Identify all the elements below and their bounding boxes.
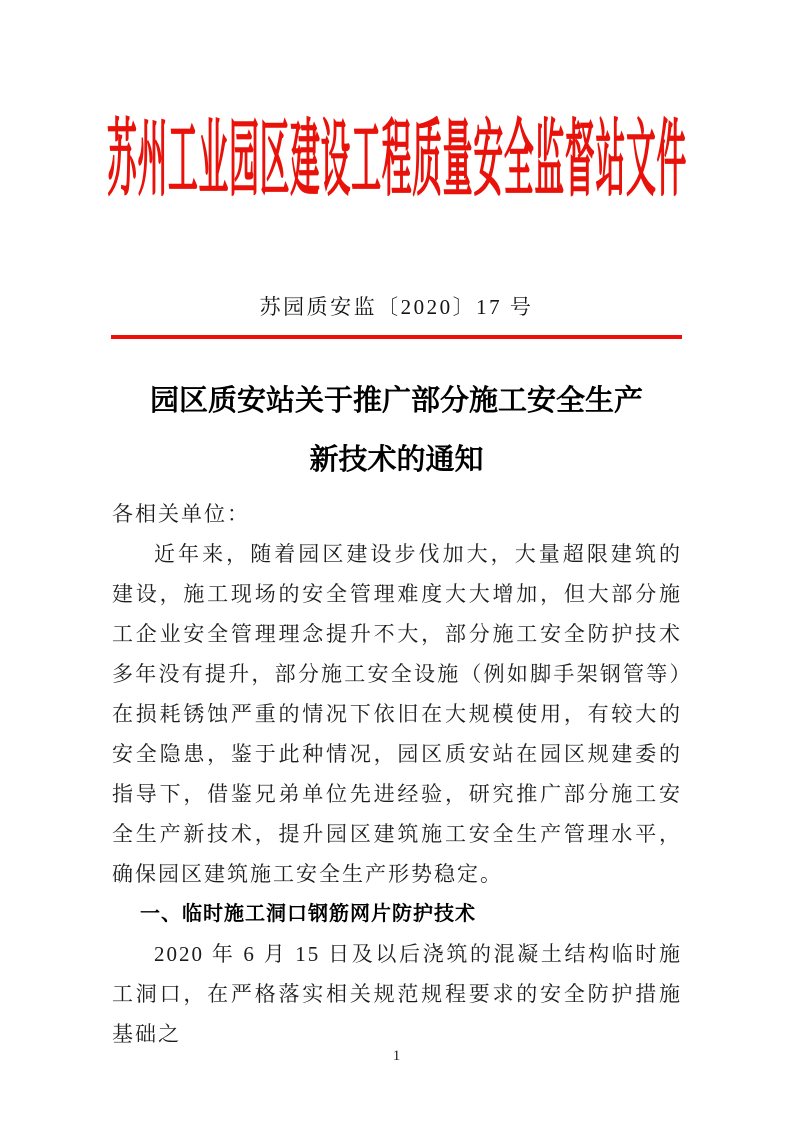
letterhead-org-title: 苏州工业园区建设工程质量安全监督站文件 <box>106 114 687 207</box>
body-paragraph-1: 近年来，随着园区建设步伐加大，大量超限建筑的建设，施工现场的安全管理难度大大增加，但大部分施工企业安全管理理念提升不大，部分施工安全防护技术多年没有提升，部分施工安全设施（例如脚手架钢管等）在损耗锈蚀严重的情况下依旧在大规模使用，有较大的安全隐患，鉴于此种情况，园区质安站在园区规建委的指导下，借鉴兄弟单位先进经验，研究推广部分施工安全生产新技术，提升园区建筑施工安全生产管理水平，确保园区建筑施工安全生产形势稳定。 <box>112 542 682 886</box>
document-title-line2: 新技术的通知 <box>309 444 484 476</box>
document-body <box>112 494 682 1054</box>
body-paragraph-2: 2020 年 6 月 15 日及以后浇筑的混凝土结构临时施工洞口，在严格落实相关规范规程要求的安全防护措施基础之 <box>112 942 682 1046</box>
document-title <box>0 372 793 490</box>
page-number: 1 <box>392 1048 401 1064</box>
letterhead-banner <box>0 116 793 206</box>
document-title-line1: 园区质安站关于推广部分施工安全生产 <box>149 385 643 417</box>
red-separator-rule <box>111 335 682 339</box>
salutation: 各相关单位： <box>112 502 250 526</box>
section-1-heading: 一、临时施工洞口钢筋网片防护技术 <box>140 903 476 925</box>
document-number: 苏园质安监〔2020〕17 号 <box>259 295 534 319</box>
